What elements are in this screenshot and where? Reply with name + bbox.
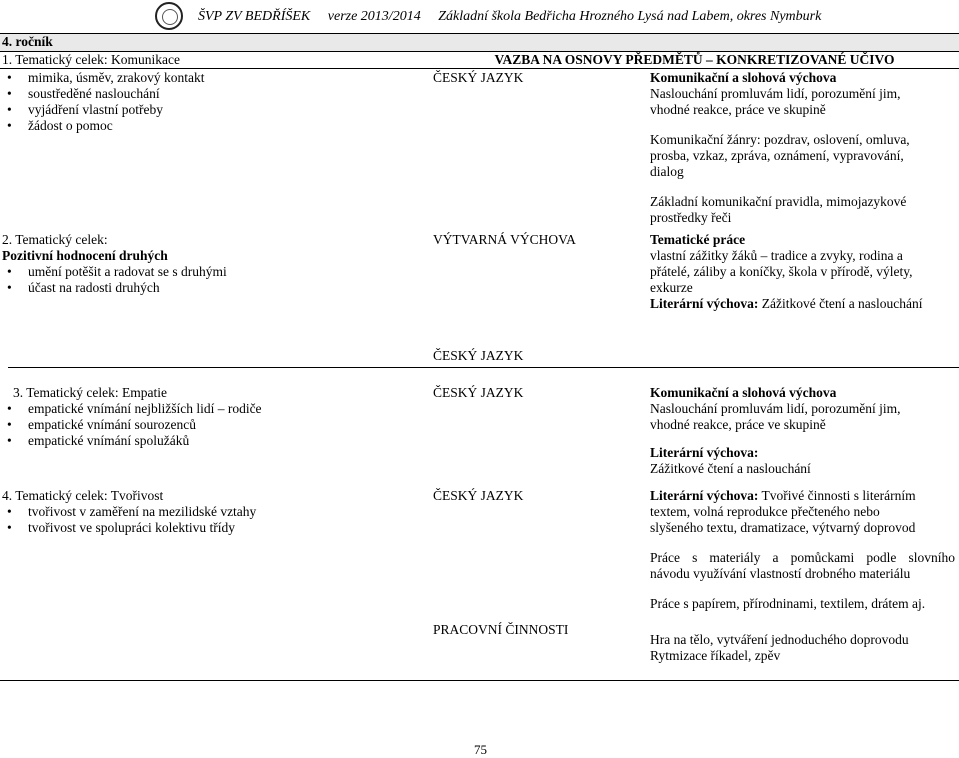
section4-left	[2, 488, 422, 536]
section4-content2	[650, 632, 955, 664]
content-line: slyšeného textu, dramatizace, výtvarný doprovod	[650, 520, 916, 535]
section4-subject1: ČESKÝ JAZYK	[433, 488, 524, 503]
content-line: exkurze	[650, 280, 693, 295]
section1-subject: ČESKÝ JAZYK	[433, 70, 524, 85]
page-header	[0, 0, 959, 32]
section2-subject1: VÝTVARNÁ VÝCHOVA	[433, 232, 576, 247]
content-line: Práce s materiály a pomůckami podle slovního	[650, 550, 955, 565]
list-item: • žádost o pomoc	[2, 118, 422, 134]
lit-label: Literární výchova:	[650, 296, 759, 311]
page-number: 75	[474, 742, 487, 757]
list-item: • vyjádření vlastní potřeby	[2, 102, 422, 118]
grade-title: 4. ročník	[2, 34, 53, 49]
content-line: Hra na tělo, vytváření jednoduchého doprovodu	[650, 632, 909, 647]
lit-text: Zážitkové čtení a naslouchání	[761, 296, 923, 311]
relation-header: VAZBA NA OSNOVY PŘEDMĚTŮ – KONKRETIZOVANÉ UČIVO	[494, 52, 895, 67]
content-title: Tematické práce	[650, 232, 746, 247]
section1-bullets	[2, 70, 422, 134]
section2-subtitle: Pozitivní hodnocení druhých	[2, 248, 168, 263]
section1-content	[650, 70, 955, 226]
content-title: Komunikační a slohová výchova	[650, 385, 837, 400]
content-line: dialog	[650, 164, 684, 179]
section3-left	[2, 385, 422, 449]
section2-content	[650, 232, 955, 312]
lit-label: Literární výchova:	[650, 445, 759, 460]
list-item: • empatické vnímání nejbližších lidí – rodiče	[2, 401, 422, 417]
content-line: vhodné reakce, práce ve skupině	[650, 417, 826, 432]
content-line	[650, 488, 955, 504]
content-line: návodu využívání vlastností drobného materiálu	[650, 566, 911, 581]
list-item: • empatické vnímání sourozenců	[2, 417, 422, 433]
lit-text: Tvořivé činnosti s literárním	[761, 488, 916, 503]
list-item: • účast na radosti druhých	[2, 280, 422, 296]
list-item: • tvořivost ve spolupráci kolektivu třídy	[2, 520, 422, 536]
content-line: textem, volná reprodukce přečteného nebo	[650, 504, 880, 519]
section2-left	[2, 232, 422, 296]
content-line: prostředky řeči	[650, 210, 732, 225]
section1-left	[2, 52, 422, 68]
section3-subject: ČESKÝ JAZYK	[433, 385, 524, 400]
school-logo-icon	[155, 2, 183, 30]
section4-content	[650, 488, 955, 612]
school-name: Základní škola Bedřicha Hrozného Lysá nad Labem, okres Nymburk	[438, 9, 822, 24]
grade-bar	[0, 34, 959, 51]
section4-title: 4. Tematický celek: Tvořivost	[2, 488, 164, 503]
content-line: Naslouchání promluvám lidí, porozumění jim,	[650, 86, 901, 101]
section1-title: 1. Tematický celek: Komunikace	[2, 52, 180, 67]
lit-text: Zážitkové čtení a naslouchání	[650, 461, 811, 476]
content-line: prosba, vzkaz, zpráva, oznámení, vypravování,	[650, 148, 904, 163]
content-line: přátelé, záliby a koníčky, škola v přírodě, výlety,	[650, 264, 913, 279]
list-item: • mimika, úsměv, zrakový kontakt	[2, 70, 422, 86]
section4-divider	[0, 680, 959, 681]
section2-divider	[8, 367, 959, 368]
content-line: Rytmizace říkadel, zpěv	[650, 648, 781, 663]
list-item: • umění potěšit a radovat se s druhými	[2, 264, 422, 280]
section3-content	[650, 385, 955, 477]
content-line: Práce s papírem, přírodninami, textilem, drátem aj.	[650, 596, 926, 611]
school-program: ŠVP ZV BEDŘÍŠEK	[198, 9, 311, 24]
content-title: Komunikační a slohová výchova	[650, 70, 837, 85]
header-text	[198, 9, 835, 25]
lit-label: Literární výchova:	[650, 488, 759, 503]
content-line: Naslouchání promluvám lidí, porozumění jim,	[650, 401, 901, 416]
section3-title: 3. Tematický celek: Empatie	[13, 385, 167, 400]
section4-subject2: PRACOVNÍ ČINNOSTI	[433, 622, 569, 637]
list-item: • tvořivost v zaměření na mezilidské vztahy	[2, 504, 422, 520]
section2-subject2: ČESKÝ JAZYK	[433, 348, 524, 363]
section1-divider	[0, 68, 959, 69]
content-line: Komunikační žánry: pozdrav, oslovení, omluva,	[650, 132, 910, 147]
content-line: Základní komunikační pravidla, mimojazykové	[650, 194, 907, 209]
content-line	[650, 296, 955, 312]
section2-title: 2. Tematický celek:	[2, 232, 108, 247]
content-line: vhodné reakce, práce ve skupině	[650, 102, 826, 117]
list-item: • empatické vnímání spolužáků	[2, 433, 422, 449]
version: verze 2013/2014	[327, 9, 421, 24]
list-item: • soustředěné naslouchání	[2, 86, 422, 102]
content-line: vlastní zážitky žáků – tradice a zvyky, rodina a	[650, 248, 903, 263]
